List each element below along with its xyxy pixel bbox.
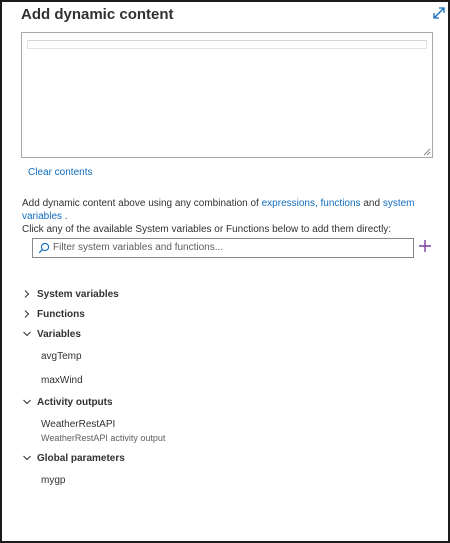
tree-node-system-variables[interactable] [22,287,119,301]
functions-link[interactable]: functions [320,198,361,209]
help-text [22,197,442,236]
activity-item-weatherrestapi[interactable]: WeatherRestAPI [41,419,116,430]
tree-node-label: Variables [37,328,81,340]
tree-node-label: Functions [37,308,85,320]
tree-node-variables[interactable] [22,327,81,341]
tree-node-label: Global parameters [37,452,125,464]
help-and: and [360,198,383,209]
variable-item-maxwind[interactable]: maxWind [41,375,83,386]
filter-search-box[interactable] [32,238,414,258]
tree-node-label: Activity outputs [37,396,113,408]
help-line1-prefix: Add dynamic content above using any combination of [22,198,262,209]
panel-title: Add dynamic content [21,6,174,23]
help-line2: Click any of the available System variables or Functions below to add them directly: [22,224,392,235]
expression-editor[interactable] [21,32,433,158]
global-param-item-mygp[interactable]: mygp [41,475,66,486]
activity-item-description: WeatherRestAPI activity output [41,433,166,443]
chevron-down-icon [22,397,32,407]
tree-node-global-parameters[interactable] [22,451,125,465]
chevron-down-icon [22,453,32,463]
search-icon [38,242,50,254]
chevron-right-icon [22,309,32,319]
plus-icon[interactable] [418,239,432,253]
editor-input-line[interactable] [27,40,427,49]
filter-input[interactable] [53,240,408,255]
chevron-down-icon [22,329,32,339]
variable-item-avgtemp[interactable]: avgTemp [41,351,82,362]
tree-node-activity-outputs[interactable] [22,395,113,409]
system-variables-link[interactable]: system variables [22,198,415,222]
clear-contents-link[interactable]: Clear contents [28,167,93,178]
resize-grip-icon[interactable] [422,147,431,156]
expressions-link[interactable]: expressions, [261,198,318,209]
chevron-right-icon [22,289,32,299]
expand-icon[interactable] [432,6,446,20]
tree-node-label: System variables [37,288,119,300]
tree-node-functions[interactable] [22,307,85,321]
help-line1-suffix: . [62,211,68,222]
